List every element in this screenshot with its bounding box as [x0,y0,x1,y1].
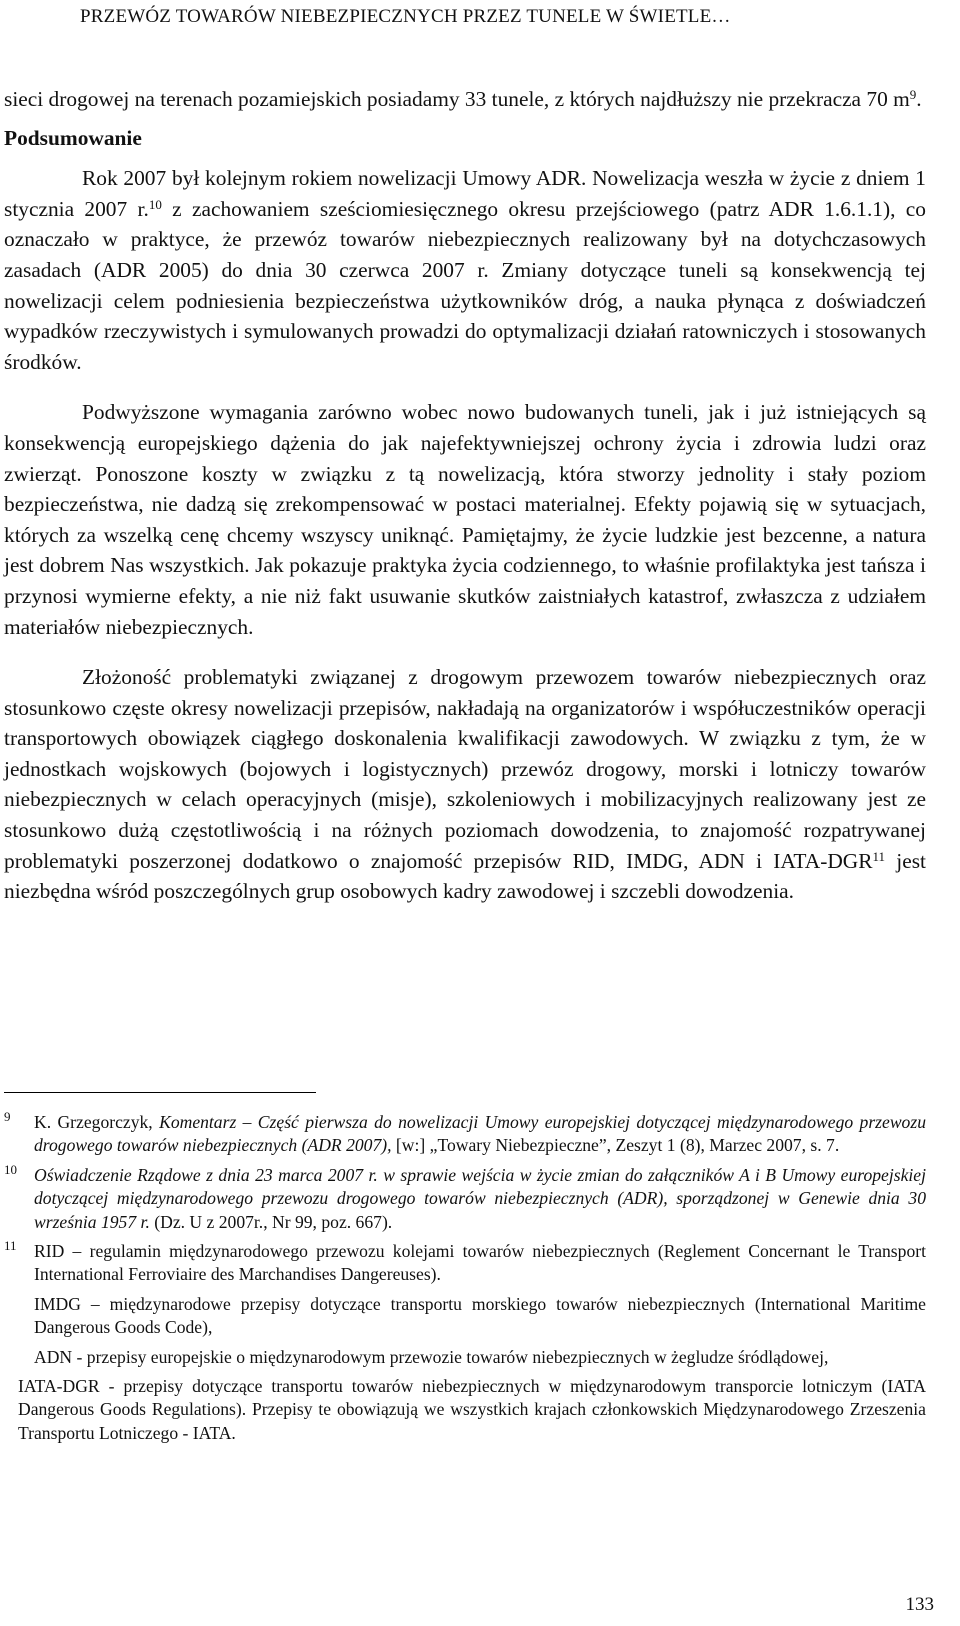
intro-paragraph [4,84,926,115]
paragraph-2: Podwyższone wymagania zarówno wobec nowo budowanych tuneli, jak i już istniejących są konsekwencją europejskiego dążenia do jak najefektywniejszej ochrony życia i zdrowia ludzi oraz zwierząt. Ponoszone koszty w związku z tą nowelizacją, która stworzy jednolity i stały poziom bezpieczeństwa, nie dadzą się zrekompensować w postaci materialnej. Efekty pojawią się w sytuacjach, których za wszelką cenę chcemy wszyscy uniknąć. Pamiętajmy, że życie ludzkie jest bezcenne, a natura jest dobrem Nas wszystkich. Jak pokazuje praktyka życia codziennego, to właśnie profilaktyka jest tańsza i przynosi wymierne efekty, a nie niż fakt usuwanie skutków zaistniałych katastrof, zwłaszcza z udziałem materiałów niebezpiecznych. [4,400,926,639]
footnote-9-author: K. Grzegorczyk, [34,1112,160,1132]
intro-tail: . [916,87,922,111]
footnote-11-rid: RID – regulamin międzynarodowego przewozu kolejami towarów niebezpiecznych (Reglement Concernant le Transport International Ferroviaire des Marchandises Dangereuses). [34,1241,926,1285]
footnote-10-rest: (Dz. U z 2007r., Nr 99, poz. 667). [154,1211,393,1232]
footnote-number: 9 [4,1109,11,1124]
intro-text: sieci drogowej na terenach pozamiejskich posiadamy 33 tunele, z których najdłuższy nie przekracza 70 m [4,87,910,111]
footnote-number: 11 [4,1238,17,1254]
page-number: 133 [905,1594,934,1615]
footnote-ref-9[interactable]: 9 [909,87,917,102]
paragraph-3-part-a: Złożoność problematyki związanej z drogowym przewozem towarów niebezpiecznych oraz stosunkowo częste okresy nowelizacji przepisów, nakładają na organizatorów i współuczestników operacji transportowych obowiązek ciągłego doskonalenia kwalifikacji zawodowych. W związku z tym, że w jednostkach wojskowych (bojowych i logistycznych) przewóz drogowy, morski i lotniczy towarów niebezpiecznych w celach operacyjnych (misje), szkoleniowych i mobilizacyjnych realizowany jest ze stosunkowo dużą częstotliwością i na różnych poziomach dowodzenia, to znajomość rozpatrywanej problematyki poszerzonej dodatkowo o znajomość przepisów RID, IMDG, ADN i IATA-DGR [4,665,926,873]
section-heading: Podsumowanie [4,125,142,150]
footnote-9 [4,1111,926,1158]
paragraph-1-part-b: z zachowaniem sześciomiesięcznego okresu przejściowego (patrz ADR 1.6.1.1), co oznaczało w praktyce, że przewóz towarów niebezpiecznych realizowany był na dotychczasowych zasadach (ADR 2005) do dnia 30 czerwca 2007 r. Zmiany dotyczące tuneli są konsekwencją tej nowelizacji celem podniesienia bezpieczeństwa użytkowników dróg, a nauka płynąca z doświadczeń wypadków rzeczywistych i symulowanych prowadzi do optymalizacji działań ratowniczych i stosowanych środków. [4,196,926,374]
body-text [4,84,926,907]
footnote-10-title: Oświadczenie Rządowe z dnia 23 marca 2007 r. w sprawie wejścia w życie zmian do załączników A i B Umowy europejskiej dotyczącej międzynarodowego przewozu drogowego towarów niebezpiecznych (ADR), sporządzonej w Genewie dnia 30 września 1957 r. [34,1164,926,1232]
paragraph-3-part-b: jest niezbędna wśród poszczególnych grup osobowych kadry zawodowej i szczebli dowodzenia. [4,848,926,904]
paragraph-1-part-a: Rok 2007 był kolejnym rokiem nowelizacji Umowy ADR. Nowelizacja weszła w życie z dniem 1 stycznia 2007 r. [4,166,926,221]
footnote-ref-10[interactable]: 10 [148,196,162,212]
footnote-number: 10 [4,1161,17,1177]
footnote-11-iata: IATA-DGR - przepisy dotyczące transportu towarów niebezpiecznych w międzynarodowym transporcie lotniczym (IATA Dangerous Goods Regulations). Przepisy te obowiązują we wszystkich krajach członkowskich Międzynarodowego Zrzeszenia Transportu Lotniczego - IATA. [18,1376,926,1443]
footnote-11 [4,1240,926,1287]
footnote-11-imdg: IMDG – międzynarodowe przepisy dotyczące transportu morskiego towarów niebezpiecznych (International Maritime Dangerous Goods Code), [34,1293,926,1338]
footnote-9-rest: [w:] „Towary Niebezpieczne”, Zeszyt 1 (8), Marzec 2007, s. 7. [391,1135,840,1156]
paragraph-1 [4,163,926,377]
footnote-ref-11[interactable]: 11 [872,848,886,864]
footnote-9-title: Komentarz – Część pierwsza do nowelizacji Umowy europejskiej dotyczącej międzynarodowego przewozu drogowego towarów niebezpiecznych (ADR 2007), [34,1112,926,1156]
paragraph-3 [4,662,926,907]
footnote-separator [4,1092,316,1093]
footnote-11-adn: ADN - przepisy europejskie o międzynarodowym przewozie towarów niebezpiecznych w żegludze śródlądowej, [34,1346,829,1367]
running-header: PRZEWÓZ TOWARÓW NIEBEZPIECZNYCH PRZEZ TUNELE W ŚWIETLE… [80,6,731,27]
footnote-10 [4,1161,926,1234]
footnotes [4,1111,926,1451]
